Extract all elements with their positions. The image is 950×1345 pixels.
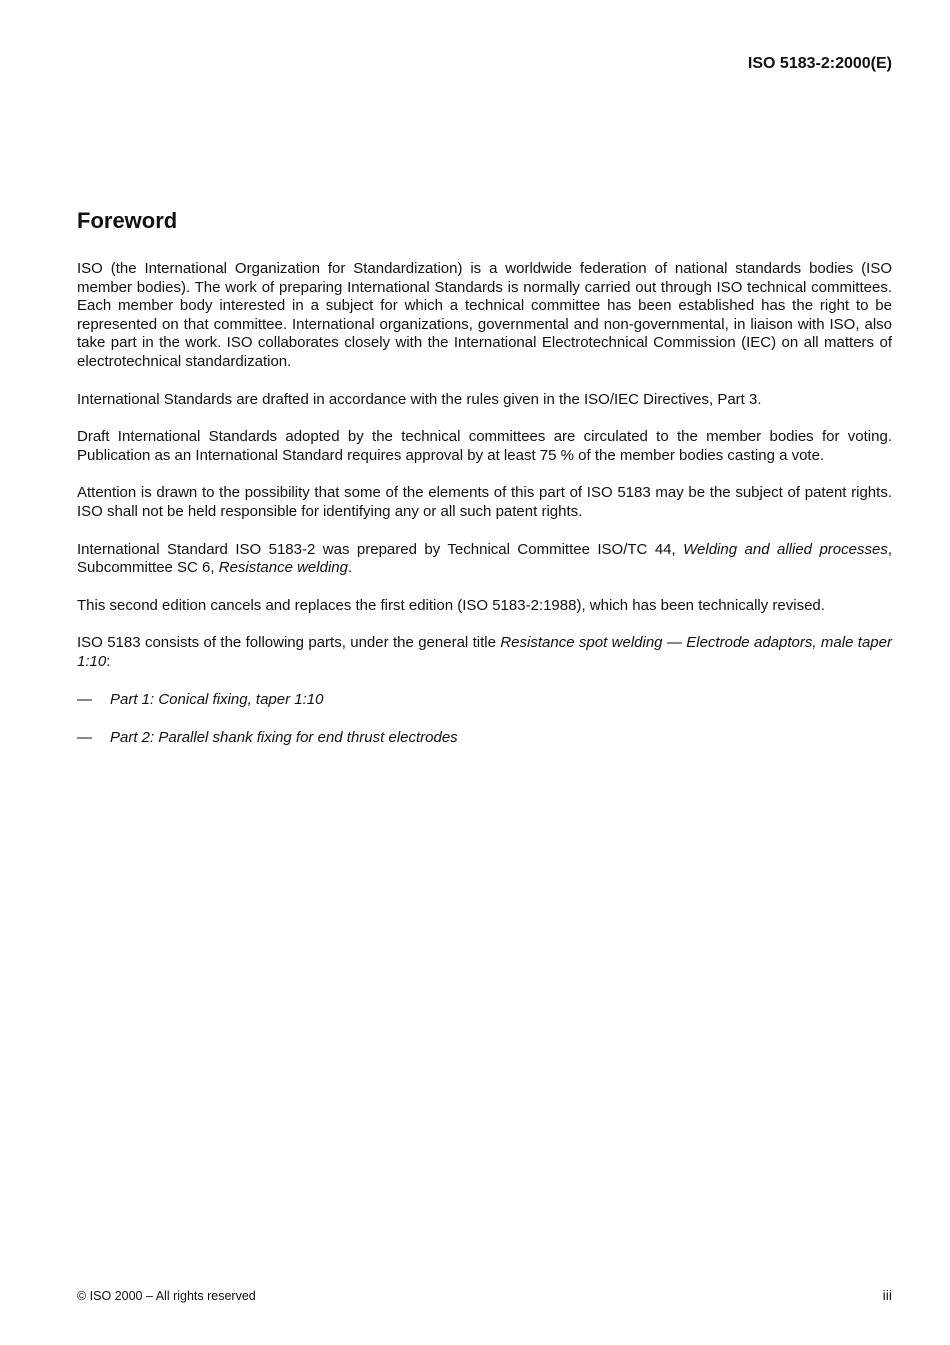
page-number: iii (882, 1287, 892, 1303)
paragraph-patent-rights: Attention is drawn to the possibility that some of the elements of this part of ISO 5183 may be the subject of patent rights. ISO shall not be held responsible for identifying any or all such patent rights. (77, 484, 892, 520)
committee-title: Welding and allied processes (683, 540, 888, 558)
parts-intro-end: : (106, 652, 111, 670)
preparation-end: . (347, 559, 353, 577)
preparation-lead: International Standard ISO 5183-2 was prepared by Technical Committee ISO/TC 44, (77, 540, 684, 558)
copyright-notice: © ISO 2000 – All rights reserved (77, 1289, 256, 1303)
paragraph-edition: This second edition cancels and replaces the first edition (ISO 5183-2:1988), which has been technically revised. (77, 596, 825, 614)
preparation-middle: , Subcommittee SC 6, (77, 540, 892, 577)
general-title: Resistance spot welding — Electrode adaptors, male taper 1:10 (77, 634, 892, 670)
list-item (77, 729, 892, 748)
foreword-body (77, 260, 892, 768)
parts-intro-lead: ISO 5183 consists of the following parts, under the general title (77, 634, 501, 652)
paragraph-preparation (77, 541, 892, 578)
list-item (77, 691, 892, 710)
document-id: ISO 5183-2:2000(E) (747, 55, 892, 72)
paragraph-iso-intro: ISO (the International Organization for Standardization) is a worldwide federation of national standards bodies (ISO member bodies). The work of preparing International Standards is normally carried out through ISO technical committees. Each member body interested in a subject for which a technical committee has been established has the right to be represented on that committee. International organizations, governmental and non-governmental, in liaison with ISO, also take part in the work. ISO collaborates closely with the International Electrotechnical Commission (IEC) on all matters of electrotechnical standardization. (77, 260, 892, 370)
paragraph-draft-standards: Draft International Standards adopted by the technical committees are circulated to the member bodies for voting. Publication as an International Standard requires approval by at least 75 % of the member bodies casting a vote. (77, 428, 892, 464)
paragraph-parts-intro (77, 634, 892, 671)
dash-bullet: — (77, 690, 92, 708)
subcommittee-title: Resistance welding (218, 559, 348, 577)
part-label: Part 1: Conical fixing, taper 1:10 (110, 690, 324, 708)
dash-bullet: — (77, 729, 92, 747)
paragraph-directives: International Standards are drafted in accordance with the rules given in the ISO/IEC Directives, Part 3. (77, 390, 762, 408)
parts-list (77, 691, 892, 748)
part-label: Part 2: Parallel shank fixing for end thrust electrodes (110, 729, 458, 747)
page-title: Foreword (77, 208, 178, 233)
